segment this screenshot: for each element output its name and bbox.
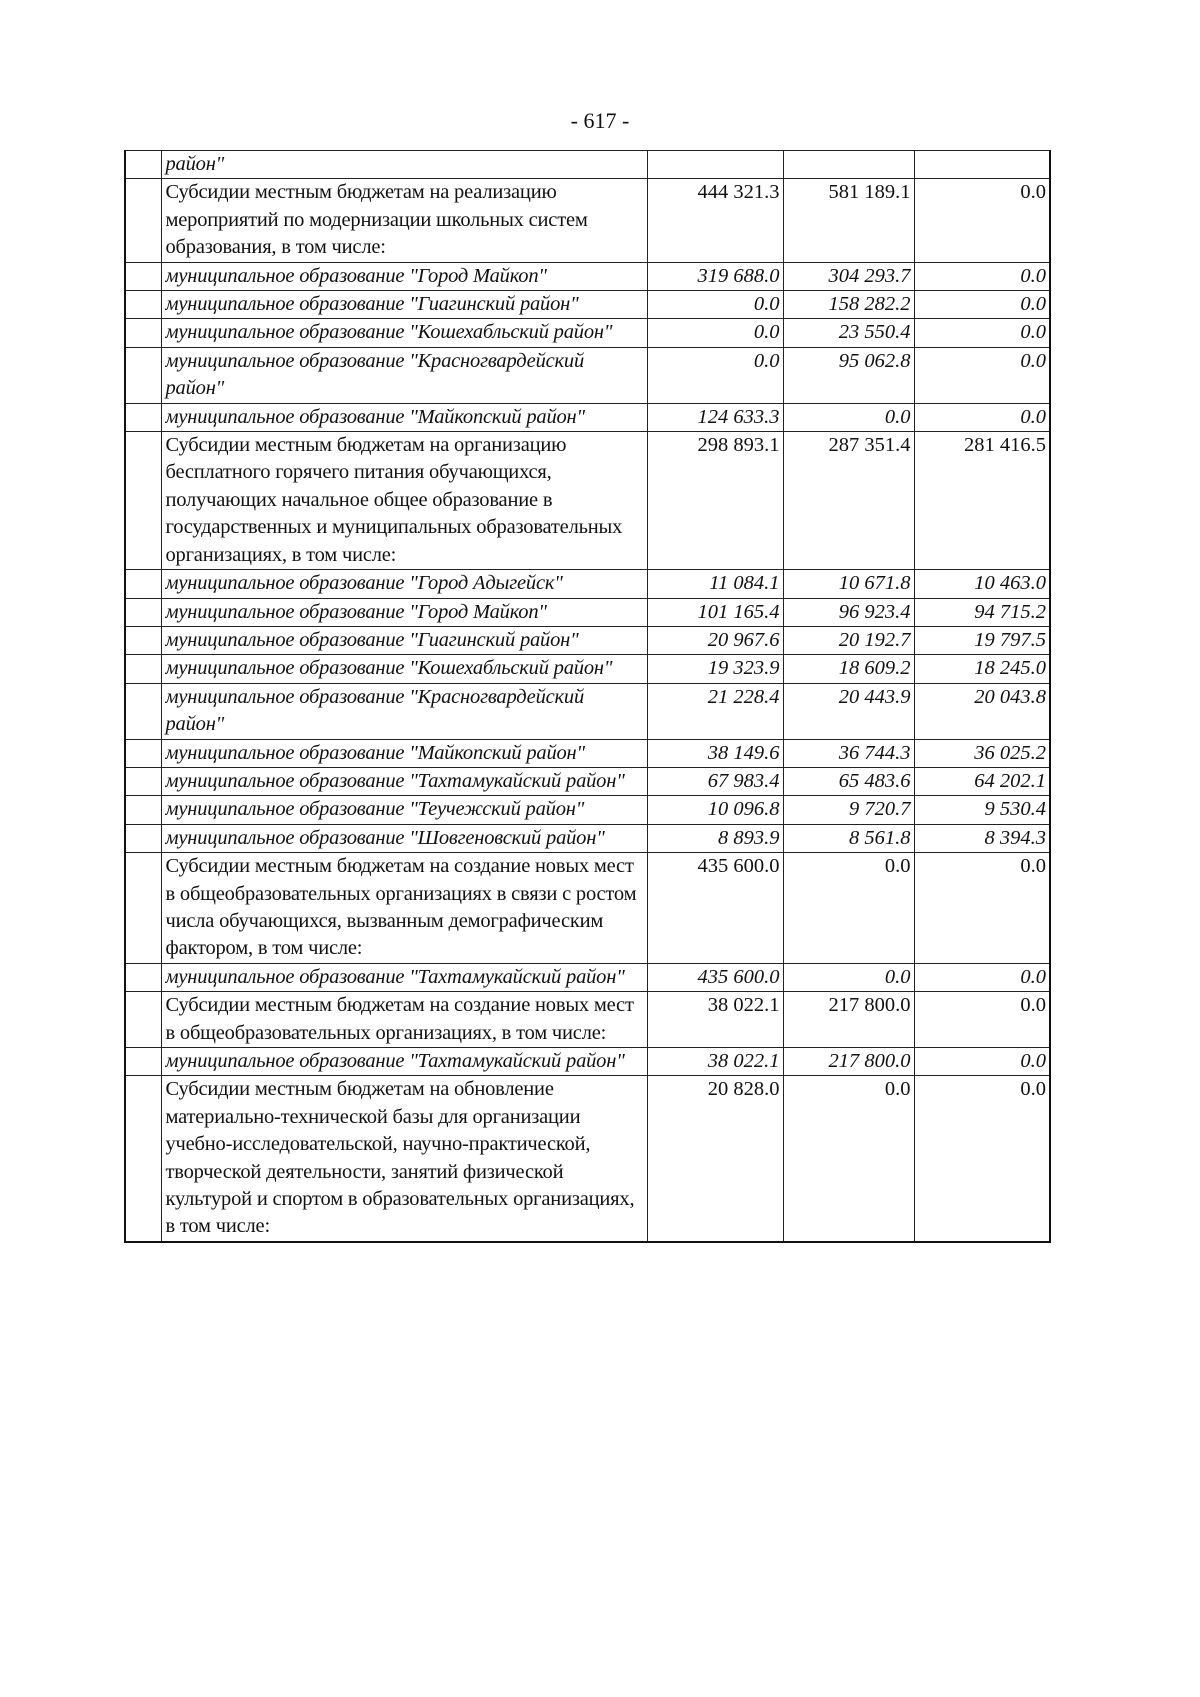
value-col2-cell: 18 609.2: [783, 655, 914, 683]
value-col1-cell: 21 228.4: [647, 683, 783, 739]
item-name-cell: муниципальное образование "Гиагинский район": [161, 291, 647, 319]
municipality-row: [125, 151, 1050, 179]
value-col1-cell: 444 321.3: [647, 179, 783, 262]
value-col3-cell: 64 202.1: [914, 767, 1050, 795]
value-col3-cell: 281 416.5: [914, 432, 1050, 570]
value-col3-cell: 0.0: [914, 853, 1050, 964]
value-col1-cell: 38 149.6: [647, 739, 783, 767]
municipality-row: [125, 963, 1050, 991]
municipality-row: [125, 796, 1050, 824]
index-cell: [125, 992, 161, 1048]
municipality-row: [125, 824, 1050, 852]
municipality-row: [125, 655, 1050, 683]
index-cell: [125, 796, 161, 824]
item-name-cell: район": [161, 151, 647, 179]
page-number: - 617 -: [570, 108, 630, 133]
subsidy-row: [125, 179, 1050, 262]
index-cell: [125, 598, 161, 626]
municipality-row: [125, 626, 1050, 654]
value-col1-cell: 67 983.4: [647, 767, 783, 795]
value-col2-cell: 0.0: [783, 1076, 914, 1242]
municipality-row: [125, 262, 1050, 290]
index-cell: [125, 179, 161, 262]
value-col1-cell: 0.0: [647, 347, 783, 403]
value-col1-cell: 124 633.3: [647, 403, 783, 431]
index-cell: [125, 570, 161, 598]
municipality-row: [125, 291, 1050, 319]
item-name-cell: муниципальное образование "Город Адыгейск": [161, 570, 647, 598]
index-cell: [125, 403, 161, 431]
value-col2-cell: [783, 151, 914, 179]
subsidy-row: [125, 992, 1050, 1048]
index-cell: [125, 347, 161, 403]
item-name-cell: Субсидии местным бюджетам на создание новых мест в общеобразовательных организациях в связи с ростом числа обучающихся, вызванным демографическим фактором, в том числе:: [161, 853, 647, 964]
item-name-cell: Субсидии местным бюджетам на реализацию мероприятий по модернизации школьных систем образования, в том числе:: [161, 179, 647, 262]
value-col3-cell: 0.0: [914, 262, 1050, 290]
value-col1-cell: 20 967.6: [647, 626, 783, 654]
value-col3-cell: 0.0: [914, 347, 1050, 403]
item-name-cell: муниципальное образование "Шовгеновский район": [161, 824, 647, 852]
municipality-row: [125, 739, 1050, 767]
value-col2-cell: 36 744.3: [783, 739, 914, 767]
index-cell: [125, 626, 161, 654]
value-col3-cell: 36 025.2: [914, 739, 1050, 767]
municipality-row: [125, 319, 1050, 347]
value-col2-cell: 9 720.7: [783, 796, 914, 824]
index-cell: [125, 262, 161, 290]
index-cell: [125, 683, 161, 739]
value-col3-cell: 19 797.5: [914, 626, 1050, 654]
item-name-cell: муниципальное образование "Город Майкоп": [161, 262, 647, 290]
municipality-row: [125, 347, 1050, 403]
index-cell: [125, 824, 161, 852]
value-col2-cell: 217 800.0: [783, 992, 914, 1048]
value-col1-cell: [647, 151, 783, 179]
value-col2-cell: 287 351.4: [783, 432, 914, 570]
value-col2-cell: 96 923.4: [783, 598, 914, 626]
value-col2-cell: 20 443.9: [783, 683, 914, 739]
index-cell: [125, 739, 161, 767]
value-col2-cell: 8 561.8: [783, 824, 914, 852]
index-cell: [125, 1076, 161, 1242]
index-cell: [125, 291, 161, 319]
index-cell: [125, 1048, 161, 1076]
value-col1-cell: 20 828.0: [647, 1076, 783, 1242]
item-name-cell: муниципальное образование "Теучежский район": [161, 796, 647, 824]
value-col3-cell: 0.0: [914, 291, 1050, 319]
value-col3-cell: 20 043.8: [914, 683, 1050, 739]
value-col3-cell: 8 394.3: [914, 824, 1050, 852]
municipality-row: [125, 570, 1050, 598]
item-name-cell: муниципальное образование "Красногвардейский район": [161, 683, 647, 739]
municipality-row: [125, 403, 1050, 431]
value-col1-cell: 38 022.1: [647, 1048, 783, 1076]
municipality-row: [125, 683, 1050, 739]
value-col1-cell: 19 323.9: [647, 655, 783, 683]
value-col2-cell: 10 671.8: [783, 570, 914, 598]
value-col1-cell: 11 084.1: [647, 570, 783, 598]
item-name-cell: муниципальное образование "Кошехабльский район": [161, 655, 647, 683]
municipality-row: [125, 1048, 1050, 1076]
value-col3-cell: 0.0: [914, 319, 1050, 347]
item-name-cell: муниципальное образование "Красногвардейский район": [161, 347, 647, 403]
index-cell: [125, 767, 161, 795]
item-name-cell: муниципальное образование "Гиагинский район": [161, 626, 647, 654]
item-name-cell: муниципальное образование "Тахтамукайский район": [161, 1048, 647, 1076]
value-col2-cell: 0.0: [783, 853, 914, 964]
budget-table: [124, 150, 1051, 1243]
municipality-row: [125, 598, 1050, 626]
subsidy-row: [125, 432, 1050, 570]
value-col3-cell: 94 715.2: [914, 598, 1050, 626]
value-col2-cell: 0.0: [783, 403, 914, 431]
value-col1-cell: 298 893.1: [647, 432, 783, 570]
item-name-cell: Субсидии местным бюджетам на организацию бесплатного горячего питания обучающихся, получающих начальное общее образование в государственных и муниципальных образовательных организациях, в том числе:: [161, 432, 647, 570]
value-col1-cell: 435 600.0: [647, 963, 783, 991]
value-col3-cell: 0.0: [914, 1076, 1050, 1242]
index-cell: [125, 432, 161, 570]
value-col3-cell: 0.0: [914, 963, 1050, 991]
subsidy-row: [125, 1076, 1050, 1242]
item-name-cell: муниципальное образование "Майкопский район": [161, 403, 647, 431]
value-col1-cell: 8 893.9: [647, 824, 783, 852]
item-name-cell: муниципальное образование "Тахтамукайский район": [161, 963, 647, 991]
item-name-cell: муниципальное образование "Город Майкоп": [161, 598, 647, 626]
value-col1-cell: 0.0: [647, 291, 783, 319]
value-col1-cell: 101 165.4: [647, 598, 783, 626]
item-name-cell: муниципальное образование "Тахтамукайский район": [161, 767, 647, 795]
value-col2-cell: 304 293.7: [783, 262, 914, 290]
item-name-cell: муниципальное образование "Майкопский район": [161, 739, 647, 767]
value-col2-cell: 65 483.6: [783, 767, 914, 795]
index-cell: [125, 319, 161, 347]
table-body: [125, 151, 1050, 1242]
value-col1-cell: 0.0: [647, 319, 783, 347]
value-col3-cell: 10 463.0: [914, 570, 1050, 598]
index-cell: [125, 655, 161, 683]
index-cell: [125, 151, 161, 179]
value-col2-cell: 217 800.0: [783, 1048, 914, 1076]
value-col3-cell: 0.0: [914, 403, 1050, 431]
value-col2-cell: 23 550.4: [783, 319, 914, 347]
item-name-cell: Субсидии местным бюджетам на обновление материально-технической базы для организации учебно-исследовательской, научно-практической, творческой деятельности, занятий физической культурой и спортом в образовательных организациях, в том числе:: [161, 1076, 647, 1242]
value-col3-cell: [914, 151, 1050, 179]
municipality-row: [125, 767, 1050, 795]
value-col1-cell: 38 022.1: [647, 992, 783, 1048]
value-col2-cell: 158 282.2: [783, 291, 914, 319]
value-col2-cell: 20 192.7: [783, 626, 914, 654]
item-name-cell: Субсидии местным бюджетам на создание новых мест в общеобразовательных организациях, в том числе:: [161, 992, 647, 1048]
value-col3-cell: 0.0: [914, 179, 1050, 262]
value-col2-cell: 581 189.1: [783, 179, 914, 262]
item-name-cell: муниципальное образование "Кошехабльский район": [161, 319, 647, 347]
value-col3-cell: 0.0: [914, 1048, 1050, 1076]
value-col3-cell: 9 530.4: [914, 796, 1050, 824]
value-col3-cell: 0.0: [914, 992, 1050, 1048]
value-col1-cell: 435 600.0: [647, 853, 783, 964]
value-col3-cell: 18 245.0: [914, 655, 1050, 683]
index-cell: [125, 963, 161, 991]
value-col2-cell: 95 062.8: [783, 347, 914, 403]
subsidy-row: [125, 853, 1050, 964]
value-col1-cell: 319 688.0: [647, 262, 783, 290]
value-col1-cell: 10 096.8: [647, 796, 783, 824]
value-col2-cell: 0.0: [783, 963, 914, 991]
index-cell: [125, 853, 161, 964]
